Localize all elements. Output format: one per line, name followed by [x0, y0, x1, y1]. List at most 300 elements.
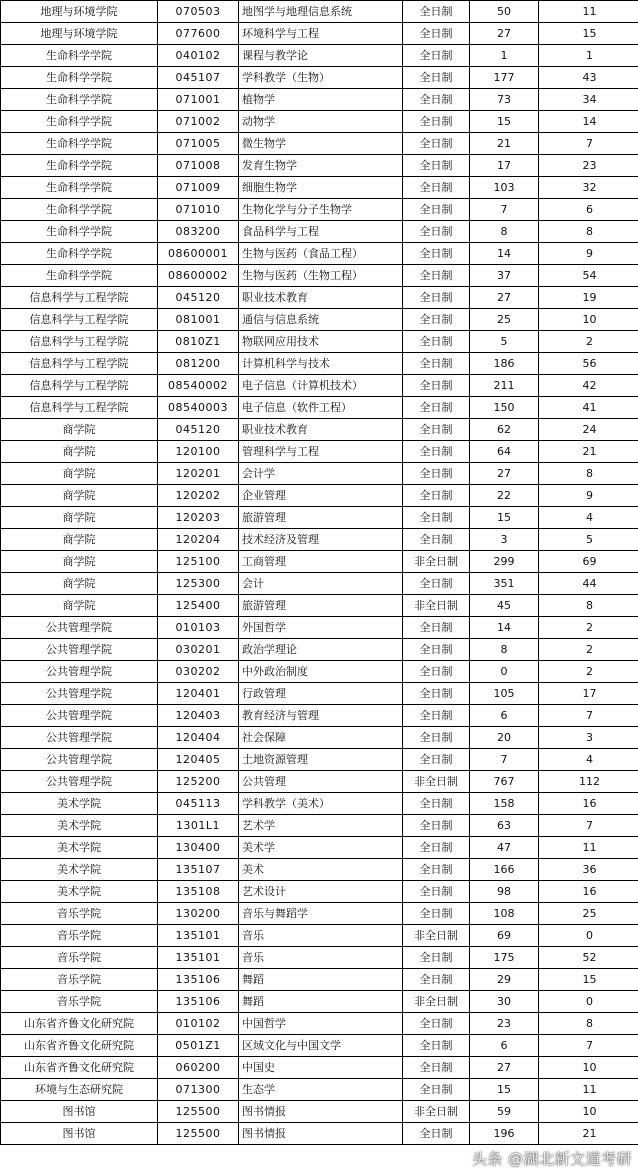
major-cell: 职业技术教育 [239, 287, 403, 309]
college-cell: 公共管理学院 [1, 771, 158, 793]
code-cell: 010103 [158, 617, 239, 639]
table-row [1, 991, 638, 1013]
table-row [1, 749, 638, 771]
admitted-cell: 36 [539, 859, 638, 881]
admitted-cell: 15 [539, 969, 638, 991]
admitted-cell: 17 [539, 683, 638, 705]
table-row [1, 133, 638, 155]
table-row [1, 793, 638, 815]
major-cell: 公共管理 [239, 771, 403, 793]
code-cell: 120202 [158, 485, 239, 507]
major-cell: 社会保障 [239, 727, 403, 749]
table-row [1, 1101, 638, 1123]
college-cell: 地理与环境学院 [1, 1, 158, 23]
applicants-cell: 25 [470, 309, 539, 331]
study-mode-cell: 全日制 [403, 793, 470, 815]
study-mode-cell: 全日制 [403, 23, 470, 45]
code-cell: 071009 [158, 177, 239, 199]
admitted-cell: 8 [539, 221, 638, 243]
admitted-cell: 21 [539, 1123, 638, 1145]
applicants-cell: 37 [470, 265, 539, 287]
study-mode-cell: 全日制 [403, 1035, 470, 1057]
applicants-cell: 63 [470, 815, 539, 837]
applicants-cell: 23 [470, 1013, 539, 1035]
admitted-cell: 7 [539, 1035, 638, 1057]
admitted-cell: 56 [539, 353, 638, 375]
major-cell: 土地资源管理 [239, 749, 403, 771]
table-row [1, 595, 638, 617]
study-mode-cell: 全日制 [403, 1013, 470, 1035]
study-mode-cell: 全日制 [403, 331, 470, 353]
college-cell: 公共管理学院 [1, 617, 158, 639]
major-cell: 区域文化与中国文学 [239, 1035, 403, 1057]
applicants-cell: 196 [470, 1123, 539, 1145]
applicants-cell: 0 [470, 661, 539, 683]
major-cell: 食品科学与工程 [239, 221, 403, 243]
applicants-cell: 158 [470, 793, 539, 815]
admitted-cell: 43 [539, 67, 638, 89]
applicants-cell: 5 [470, 331, 539, 353]
code-cell: 010102 [158, 1013, 239, 1035]
applicants-cell: 30 [470, 991, 539, 1013]
major-cell: 旅游管理 [239, 507, 403, 529]
table-row [1, 331, 638, 353]
applicants-cell: 150 [470, 397, 539, 419]
admitted-cell: 5 [539, 529, 638, 551]
study-mode-cell: 全日制 [403, 903, 470, 925]
table-row [1, 309, 638, 331]
study-mode-cell: 非全日制 [403, 551, 470, 573]
code-cell: 071001 [158, 89, 239, 111]
applicants-cell: 27 [470, 1057, 539, 1079]
code-cell: 130400 [158, 837, 239, 859]
table-row [1, 221, 638, 243]
admitted-cell: 11 [539, 1079, 638, 1101]
admitted-cell: 14 [539, 111, 638, 133]
major-cell: 技术经济及管理 [239, 529, 403, 551]
college-cell: 山东省齐鲁文化研究院 [1, 1057, 158, 1079]
admitted-cell: 34 [539, 89, 638, 111]
table-row [1, 903, 638, 925]
applicants-cell: 27 [470, 23, 539, 45]
admitted-cell: 4 [539, 507, 638, 529]
college-cell: 商学院 [1, 419, 158, 441]
applicants-cell: 108 [470, 903, 539, 925]
college-cell: 生命科学学院 [1, 265, 158, 287]
table-row [1, 177, 638, 199]
code-cell: 045107 [158, 67, 239, 89]
applicants-cell: 3 [470, 529, 539, 551]
applicants-cell: 22 [470, 485, 539, 507]
admitted-cell: 21 [539, 441, 638, 463]
applicants-cell: 6 [470, 705, 539, 727]
college-cell: 美术学院 [1, 793, 158, 815]
college-cell: 商学院 [1, 595, 158, 617]
code-cell: 120201 [158, 463, 239, 485]
college-cell: 音乐学院 [1, 947, 158, 969]
admitted-cell: 6 [539, 199, 638, 221]
code-cell: 070503 [158, 1, 239, 23]
admitted-cell: 2 [539, 639, 638, 661]
college-cell: 商学院 [1, 463, 158, 485]
code-cell: 1301L1 [158, 815, 239, 837]
college-cell: 信息科学与工程学院 [1, 287, 158, 309]
major-cell: 生物与医药（食品工程） [239, 243, 403, 265]
study-mode-cell: 非全日制 [403, 595, 470, 617]
applicants-cell: 50 [470, 1, 539, 23]
applicants-cell: 8 [470, 221, 539, 243]
major-cell: 会计学 [239, 463, 403, 485]
table-row [1, 683, 638, 705]
code-cell: 125100 [158, 551, 239, 573]
code-cell: 130200 [158, 903, 239, 925]
study-mode-cell: 全日制 [403, 881, 470, 903]
study-mode-cell: 全日制 [403, 155, 470, 177]
study-mode-cell: 全日制 [403, 683, 470, 705]
major-cell: 生物化学与分子生物学 [239, 199, 403, 221]
study-mode-cell: 全日制 [403, 133, 470, 155]
major-cell: 艺术设计 [239, 881, 403, 903]
admitted-cell: 7 [539, 133, 638, 155]
table-row [1, 551, 638, 573]
code-cell: 125500 [158, 1101, 239, 1123]
college-cell: 音乐学院 [1, 925, 158, 947]
study-mode-cell: 全日制 [403, 969, 470, 991]
applicants-cell: 8 [470, 639, 539, 661]
college-cell: 音乐学院 [1, 991, 158, 1013]
college-cell: 山东省齐鲁文化研究院 [1, 1013, 158, 1035]
study-mode-cell: 全日制 [403, 485, 470, 507]
college-cell: 地理与环境学院 [1, 23, 158, 45]
code-cell: 030201 [158, 639, 239, 661]
applicants-cell: 15 [470, 507, 539, 529]
code-cell: 077600 [158, 23, 239, 45]
college-cell: 美术学院 [1, 815, 158, 837]
major-cell: 旅游管理 [239, 595, 403, 617]
college-cell: 山东省齐鲁文化研究院 [1, 1035, 158, 1057]
study-mode-cell: 全日制 [403, 1123, 470, 1145]
code-cell: 071002 [158, 111, 239, 133]
major-cell: 音乐 [239, 947, 403, 969]
applicants-cell: 62 [470, 419, 539, 441]
admitted-cell: 112 [539, 771, 638, 793]
college-cell: 信息科学与工程学院 [1, 331, 158, 353]
study-mode-cell: 全日制 [403, 375, 470, 397]
major-cell: 微生物学 [239, 133, 403, 155]
table-row [1, 485, 638, 507]
code-cell: 135107 [158, 859, 239, 881]
code-cell: 0501Z1 [158, 1035, 239, 1057]
college-cell: 商学院 [1, 551, 158, 573]
table-row [1, 23, 638, 45]
major-cell: 电子信息（软件工程） [239, 397, 403, 419]
table-row [1, 89, 638, 111]
college-cell: 音乐学院 [1, 903, 158, 925]
table-row [1, 859, 638, 881]
college-cell: 信息科学与工程学院 [1, 397, 158, 419]
study-mode-cell: 全日制 [403, 177, 470, 199]
admitted-cell: 2 [539, 331, 638, 353]
table-row [1, 155, 638, 177]
admitted-cell: 9 [539, 243, 638, 265]
code-cell: 083200 [158, 221, 239, 243]
study-mode-cell: 全日制 [403, 1, 470, 23]
major-cell: 发育生物学 [239, 155, 403, 177]
table-row [1, 1, 638, 23]
applicants-cell: 47 [470, 837, 539, 859]
study-mode-cell: 全日制 [403, 441, 470, 463]
study-mode-cell: 非全日制 [403, 991, 470, 1013]
applicants-cell: 7 [470, 749, 539, 771]
college-cell: 商学院 [1, 441, 158, 463]
study-mode-cell: 全日制 [403, 529, 470, 551]
table-row [1, 199, 638, 221]
applicants-cell: 177 [470, 67, 539, 89]
applicants-cell: 27 [470, 463, 539, 485]
major-cell: 细胞生物学 [239, 177, 403, 199]
applicants-cell: 73 [470, 89, 539, 111]
major-cell: 生态学 [239, 1079, 403, 1101]
college-cell: 公共管理学院 [1, 727, 158, 749]
study-mode-cell: 全日制 [403, 353, 470, 375]
major-cell: 植物学 [239, 89, 403, 111]
college-cell: 商学院 [1, 485, 158, 507]
college-cell: 图书馆 [1, 1101, 158, 1123]
table-row [1, 265, 638, 287]
study-mode-cell: 全日制 [403, 67, 470, 89]
major-cell: 物联网应用技术 [239, 331, 403, 353]
study-mode-cell: 全日制 [403, 463, 470, 485]
admitted-cell: 8 [539, 1013, 638, 1035]
study-mode-cell: 全日制 [403, 661, 470, 683]
table-row [1, 771, 638, 793]
applicants-cell: 6 [470, 1035, 539, 1057]
study-mode-cell: 全日制 [403, 705, 470, 727]
college-cell: 环境与生态研究院 [1, 1079, 158, 1101]
major-cell: 通信与信息系统 [239, 309, 403, 331]
code-cell: 071005 [158, 133, 239, 155]
major-cell: 教育经济与管理 [239, 705, 403, 727]
study-mode-cell: 全日制 [403, 859, 470, 881]
college-cell: 商学院 [1, 507, 158, 529]
study-mode-cell: 全日制 [403, 1079, 470, 1101]
college-cell: 生命科学学院 [1, 221, 158, 243]
admitted-cell: 7 [539, 705, 638, 727]
admitted-cell: 10 [539, 309, 638, 331]
table-row [1, 639, 638, 661]
applicants-cell: 7 [470, 199, 539, 221]
code-cell: 135106 [158, 969, 239, 991]
college-cell: 信息科学与工程学院 [1, 375, 158, 397]
code-cell: 125400 [158, 595, 239, 617]
college-cell: 生命科学学院 [1, 199, 158, 221]
code-cell: 135108 [158, 881, 239, 903]
applicants-cell: 21 [470, 133, 539, 155]
college-cell: 公共管理学院 [1, 705, 158, 727]
study-mode-cell: 全日制 [403, 265, 470, 287]
table-row [1, 353, 638, 375]
college-cell: 生命科学学院 [1, 67, 158, 89]
major-cell: 音乐 [239, 925, 403, 947]
admitted-cell: 32 [539, 177, 638, 199]
major-cell: 舞蹈 [239, 969, 403, 991]
code-cell: 040102 [158, 45, 239, 67]
college-cell: 信息科学与工程学院 [1, 353, 158, 375]
applicants-cell: 69 [470, 925, 539, 947]
study-mode-cell: 全日制 [403, 639, 470, 661]
college-cell: 信息科学与工程学院 [1, 309, 158, 331]
applicants-cell: 14 [470, 617, 539, 639]
admitted-cell: 25 [539, 903, 638, 925]
major-cell: 管理科学与工程 [239, 441, 403, 463]
study-mode-cell: 非全日制 [403, 771, 470, 793]
applicants-cell: 98 [470, 881, 539, 903]
applicants-cell: 27 [470, 287, 539, 309]
code-cell: 08600002 [158, 265, 239, 287]
code-cell: 0810Z1 [158, 331, 239, 353]
admitted-cell: 54 [539, 265, 638, 287]
table-row [1, 925, 638, 947]
code-cell: 120405 [158, 749, 239, 771]
code-cell: 071300 [158, 1079, 239, 1101]
major-cell: 中国哲学 [239, 1013, 403, 1035]
table-row [1, 661, 638, 683]
major-cell: 工商管理 [239, 551, 403, 573]
applicants-cell: 767 [470, 771, 539, 793]
college-cell: 商学院 [1, 573, 158, 595]
major-cell: 图书情报 [239, 1123, 403, 1145]
major-cell: 会计 [239, 573, 403, 595]
college-cell: 商学院 [1, 529, 158, 551]
table-row [1, 375, 638, 397]
applicants-cell: 15 [470, 111, 539, 133]
table-row [1, 705, 638, 727]
study-mode-cell: 全日制 [403, 573, 470, 595]
table-row [1, 397, 638, 419]
admitted-cell: 8 [539, 463, 638, 485]
major-cell: 中外政治制度 [239, 661, 403, 683]
college-cell: 美术学院 [1, 881, 158, 903]
code-cell: 120203 [158, 507, 239, 529]
applicants-cell: 211 [470, 375, 539, 397]
study-mode-cell: 全日制 [403, 617, 470, 639]
table-row [1, 287, 638, 309]
applicants-cell: 64 [470, 441, 539, 463]
code-cell: 08600001 [158, 243, 239, 265]
study-mode-cell: 非全日制 [403, 1101, 470, 1123]
table-row [1, 815, 638, 837]
code-cell: 135101 [158, 947, 239, 969]
admitted-cell: 41 [539, 397, 638, 419]
major-cell: 艺术学 [239, 815, 403, 837]
code-cell: 120204 [158, 529, 239, 551]
admitted-cell: 44 [539, 573, 638, 595]
table-row [1, 111, 638, 133]
college-cell: 音乐学院 [1, 969, 158, 991]
major-cell: 职业技术教育 [239, 419, 403, 441]
applicants-cell: 103 [470, 177, 539, 199]
table-row [1, 881, 638, 903]
table-row [1, 507, 638, 529]
admitted-cell: 0 [539, 991, 638, 1013]
admitted-cell: 4 [539, 749, 638, 771]
code-cell: 120401 [158, 683, 239, 705]
major-cell: 课程与教学论 [239, 45, 403, 67]
study-mode-cell: 全日制 [403, 89, 470, 111]
table-row [1, 947, 638, 969]
applicants-cell: 186 [470, 353, 539, 375]
code-cell: 045120 [158, 419, 239, 441]
college-cell: 生命科学学院 [1, 155, 158, 177]
code-cell: 060200 [158, 1057, 239, 1079]
applicants-cell: 351 [470, 573, 539, 595]
major-cell: 中国史 [239, 1057, 403, 1079]
applicants-cell: 29 [470, 969, 539, 991]
table-row [1, 243, 638, 265]
table-row [1, 1123, 638, 1145]
admitted-cell: 24 [539, 419, 638, 441]
admitted-cell: 3 [539, 727, 638, 749]
major-cell: 图书情报 [239, 1101, 403, 1123]
study-mode-cell: 全日制 [403, 221, 470, 243]
code-cell: 030202 [158, 661, 239, 683]
code-cell: 081200 [158, 353, 239, 375]
major-cell: 舞蹈 [239, 991, 403, 1013]
study-mode-cell: 全日制 [403, 111, 470, 133]
study-mode-cell: 全日制 [403, 419, 470, 441]
college-cell: 美术学院 [1, 859, 158, 881]
admitted-cell: 23 [539, 155, 638, 177]
study-mode-cell: 全日制 [403, 243, 470, 265]
college-cell: 生命科学学院 [1, 177, 158, 199]
major-cell: 地图学与地理信息系统 [239, 1, 403, 23]
admitted-cell: 9 [539, 485, 638, 507]
admitted-cell: 19 [539, 287, 638, 309]
table-row [1, 419, 638, 441]
study-mode-cell: 全日制 [403, 397, 470, 419]
code-cell: 08540003 [158, 397, 239, 419]
code-cell: 125300 [158, 573, 239, 595]
table-row [1, 969, 638, 991]
applicants-cell: 1 [470, 45, 539, 67]
admitted-cell: 10 [539, 1057, 638, 1079]
applicants-cell: 166 [470, 859, 539, 881]
college-cell: 公共管理学院 [1, 661, 158, 683]
major-cell: 行政管理 [239, 683, 403, 705]
admitted-cell: 7 [539, 815, 638, 837]
applicants-cell: 15 [470, 1079, 539, 1101]
applicants-cell: 175 [470, 947, 539, 969]
study-mode-cell: 全日制 [403, 287, 470, 309]
admitted-cell: 16 [539, 793, 638, 815]
table-row [1, 45, 638, 67]
table-body [1, 1, 638, 1145]
study-mode-cell: 全日制 [403, 947, 470, 969]
admitted-cell: 2 [539, 661, 638, 683]
code-cell: 120100 [158, 441, 239, 463]
watermark: 头条 @湖北新文道考研 [471, 1150, 632, 1168]
admitted-cell: 2 [539, 617, 638, 639]
major-cell: 美术 [239, 859, 403, 881]
major-cell: 生物与医药（生物工程） [239, 265, 403, 287]
table-row [1, 529, 638, 551]
table-row [1, 441, 638, 463]
admitted-cell: 69 [539, 551, 638, 573]
code-cell: 081001 [158, 309, 239, 331]
major-cell: 环境科学与工程 [239, 23, 403, 45]
admitted-cell: 16 [539, 881, 638, 903]
college-cell: 生命科学学院 [1, 133, 158, 155]
